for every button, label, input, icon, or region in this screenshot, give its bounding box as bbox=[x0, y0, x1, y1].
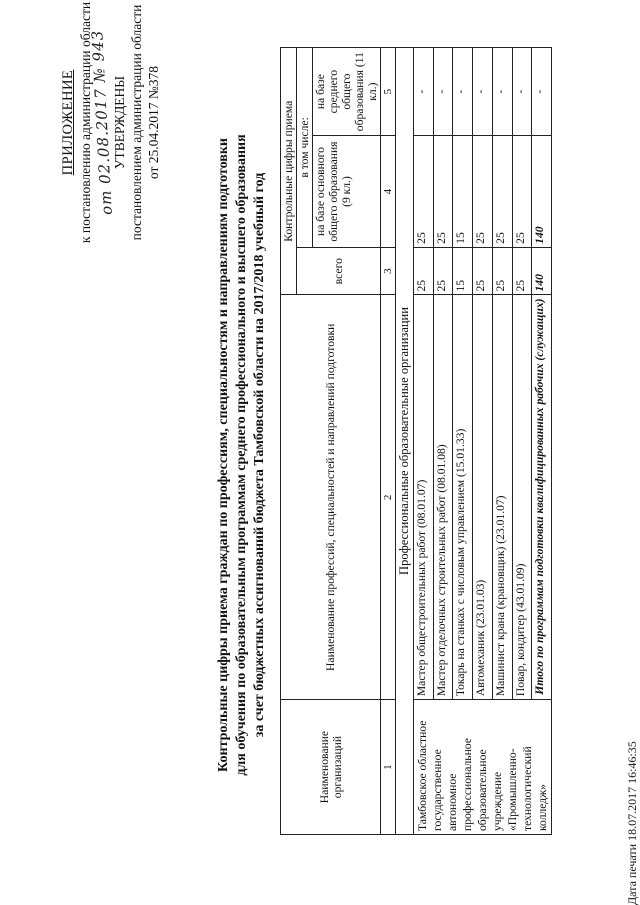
appendix-heading: ПРИЛОЖЕНИЕ bbox=[60, 69, 76, 176]
total-value: 25 bbox=[473, 247, 493, 295]
secondary-value: - bbox=[414, 48, 434, 136]
program-name: Повар, кондитер (43.01.09) bbox=[512, 295, 532, 700]
table-row bbox=[414, 48, 434, 835]
approval-reference: постановлением администрации области bbox=[129, 4, 144, 241]
header-row-1 bbox=[281, 48, 297, 835]
organization-name: Тамбовское областное государственное автономное профессиональное образовательное учреждение «Промышленно-технологический колледж» bbox=[414, 700, 552, 835]
total-value: 25 bbox=[414, 247, 434, 295]
col-num-4: 4 bbox=[381, 136, 396, 248]
section-row bbox=[396, 48, 414, 835]
basic-value: 25 bbox=[433, 136, 453, 248]
total-secondary-sum: - bbox=[532, 48, 552, 136]
secondary-value: - bbox=[473, 48, 493, 136]
appendix-reference: к постановлению администрации области bbox=[78, 1, 93, 244]
total-value: 15 bbox=[453, 247, 473, 295]
print-date: Дата печати 18.07.2017 16:46:35 bbox=[625, 741, 639, 905]
total-value: 25 bbox=[433, 247, 453, 295]
handwritten-date-number: от 02.08.2017 № 943 bbox=[88, 29, 116, 216]
header-group: Контрольные цифры приема bbox=[281, 48, 297, 295]
basic-value: 25 bbox=[473, 136, 493, 248]
title-line-3: за счет бюджетных ассигнований бюджета Тамбовской области на 2017/2018 учебный год bbox=[252, 172, 267, 738]
admission-table bbox=[280, 47, 552, 835]
header-total: всего bbox=[297, 247, 381, 295]
header-basic: на базе основного общего образования (9 кл.) bbox=[313, 136, 381, 248]
col-num-5: 5 bbox=[381, 48, 396, 136]
header-incl: в том числе: bbox=[297, 48, 313, 248]
secondary-value: - bbox=[433, 48, 453, 136]
secondary-value: - bbox=[453, 48, 473, 136]
total-label: Итого по программам подготовки квалифицированных рабочих (служащих) bbox=[532, 295, 552, 700]
program-name: Мастер общестроительных работ (08.01.07) bbox=[414, 295, 434, 700]
program-name: Мастер отделочных строительных работ (08.01.08) bbox=[433, 295, 453, 700]
header-name: Наименование профессий, специальностей и направлений подготовки bbox=[281, 295, 381, 700]
program-name: Токарь на станках с числовым управлением (15.01.33) bbox=[453, 295, 473, 700]
basic-value: 25 bbox=[512, 136, 532, 248]
approval-block bbox=[60, 0, 162, 245]
col-num-1: 1 bbox=[381, 700, 396, 835]
total-sum: 140 bbox=[532, 247, 552, 295]
document-title bbox=[215, 45, 269, 865]
basic-value: 25 bbox=[414, 136, 434, 248]
approved-stamp: УТВЕРЖДЕНЫ bbox=[112, 75, 127, 170]
secondary-value: - bbox=[512, 48, 532, 136]
secondary-value: - bbox=[492, 48, 512, 136]
section-title: Профессиональные образовательные организации bbox=[396, 48, 414, 835]
total-value: 25 bbox=[512, 247, 532, 295]
basic-value: 25 bbox=[492, 136, 512, 248]
program-name: Автомеханик (23.01.03) bbox=[473, 295, 493, 700]
header-org: Наименование организаций bbox=[281, 700, 381, 835]
title-line-2: для обучения по образовательным программам среднего профессионального и высшего образования bbox=[234, 134, 249, 776]
total-basic-sum: 140 bbox=[532, 136, 552, 248]
header-secondary: на базе среднего общего образования (11 кл.) bbox=[313, 48, 381, 136]
col-num-3: 3 bbox=[381, 247, 396, 295]
basic-value: 15 bbox=[453, 136, 473, 248]
program-name: Машинист крана (крановщик) (23.01.07) bbox=[492, 295, 512, 700]
col-num-2: 2 bbox=[381, 295, 396, 700]
column-number-row bbox=[381, 48, 396, 835]
total-value: 25 bbox=[492, 247, 512, 295]
approval-date: от 25.04.2017 №378 bbox=[146, 65, 161, 180]
title-line-1: Контрольные цифры приема граждан по профессиям, специальностям и направлениям подготовки bbox=[216, 138, 231, 772]
